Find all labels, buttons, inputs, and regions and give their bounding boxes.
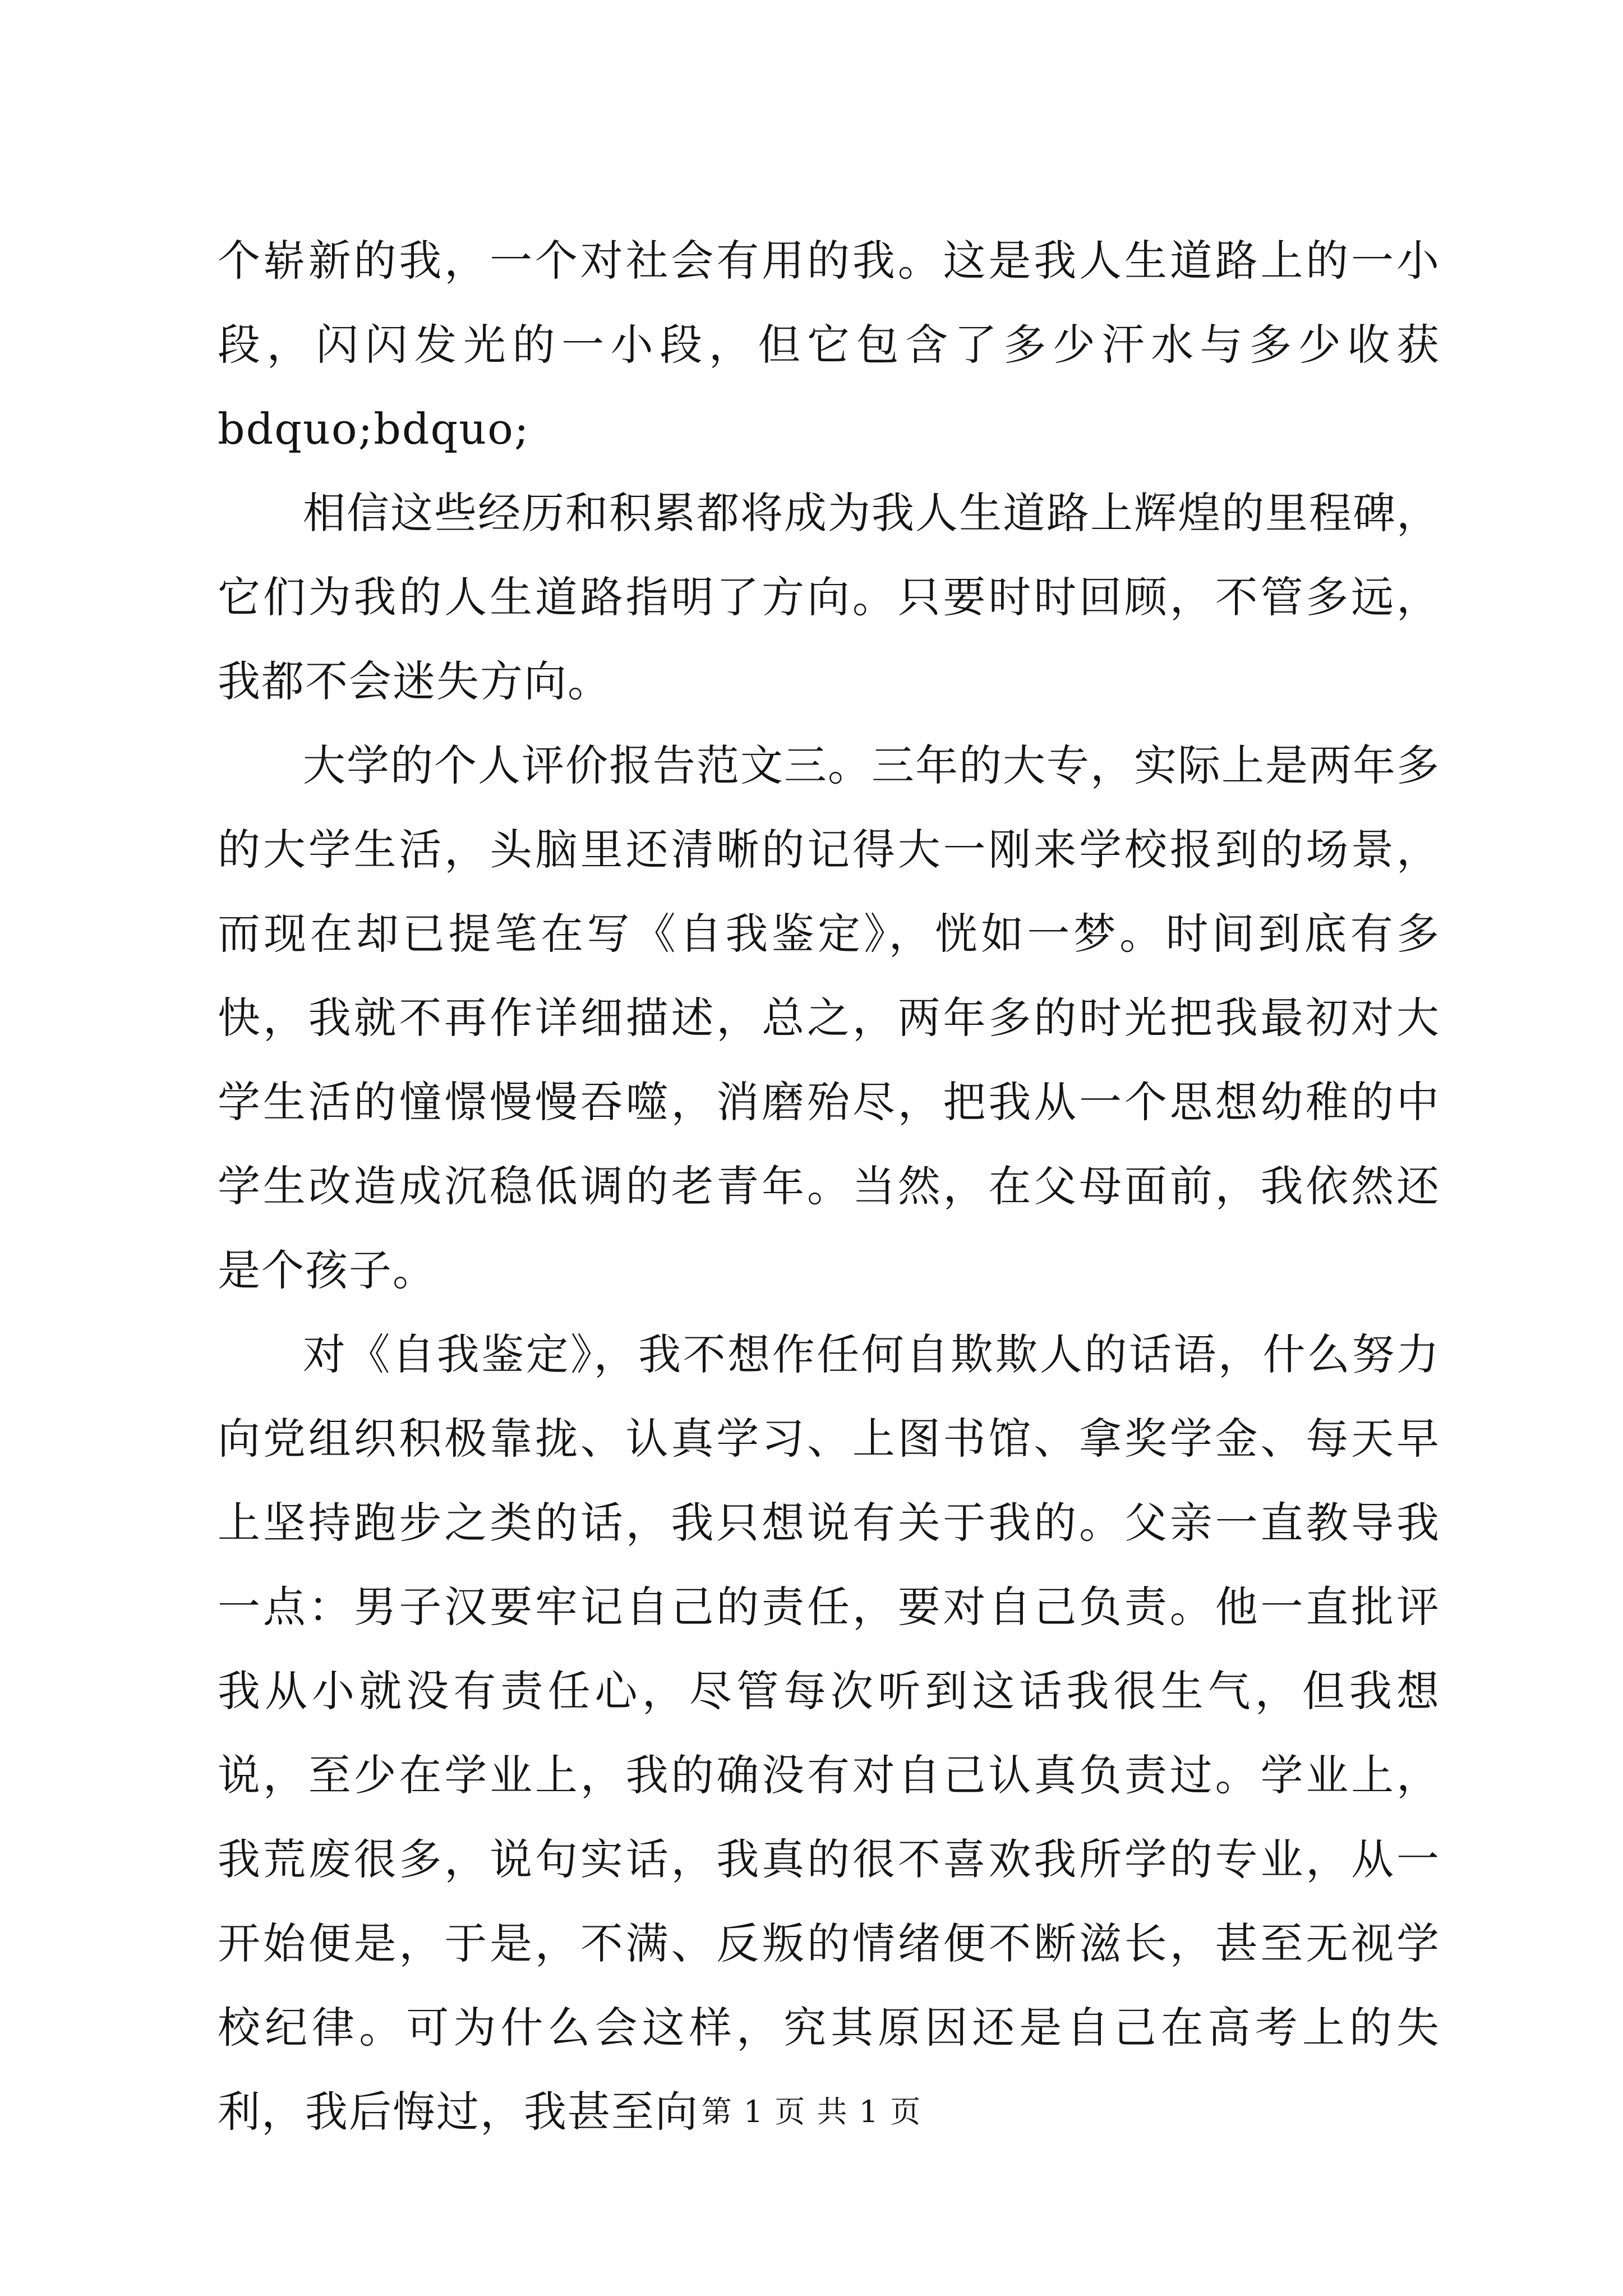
paragraph-2: 相信这些经历和积累都将成为我人生道路上辉煌的里程碑，它们为我的人生道路指明了方向。只要时时回顾，不管多远，我都不会迷失方向。 (218, 488, 1440, 706)
paragraph-3: 大学的个人评价报告范文三。三年的大专，实际上是两年多的大学生活，头脑里还清晰的记得大一刚来学校报到的场景，而现在却已提笔在写《自我鉴定》，恍如一梦。时间到底有多快，我就不再作详细描述，总之，两年多的时光把我最初对大学生活的憧憬慢慢吞噬，消磨殆尽，把我从一个思想幼稚的中学生改造成沉稳低调的老青年。当然，在父母面前，我依然还是个孩子。 (218, 740, 1440, 1295)
paragraph-4: 对《自我鉴定》，我不想作任何自欺欺人的话语，什么努力向党组织积极靠拢、认真学习、上图书馆、拿奖学金、每天早上坚持跑步之类的话，我只想说有关于我的。父亲一直教导我一点：男子汉要牢记自己的责任，要对自己负责。他一直批评我从小就没有责任心，尽管每次听到这话我很生气，但我想说，至少在学业上，我的确没有对自己认真负责过。学业上，我荒废很多，说句实话，我真的很不喜欢我所学的专业，从一开始便是，于是，不满、反叛的情绪便不断滋长，甚至无视学校纪律。可为什么会这样，究其原因还是自己在高考上的失利，我后悔过，我甚至向 (218, 1329, 1440, 2137)
document-body (218, 219, 1440, 2154)
paragraph-1: 个崭新的我，一个对社会有用的我。这是我人生道路上的一小段，闪闪发光的一小段，但它包含了多少汗水与多少收获bdquo;bdquo; (218, 236, 1440, 454)
page-footer: 第 1 页 共 1 页 (701, 2094, 922, 2129)
